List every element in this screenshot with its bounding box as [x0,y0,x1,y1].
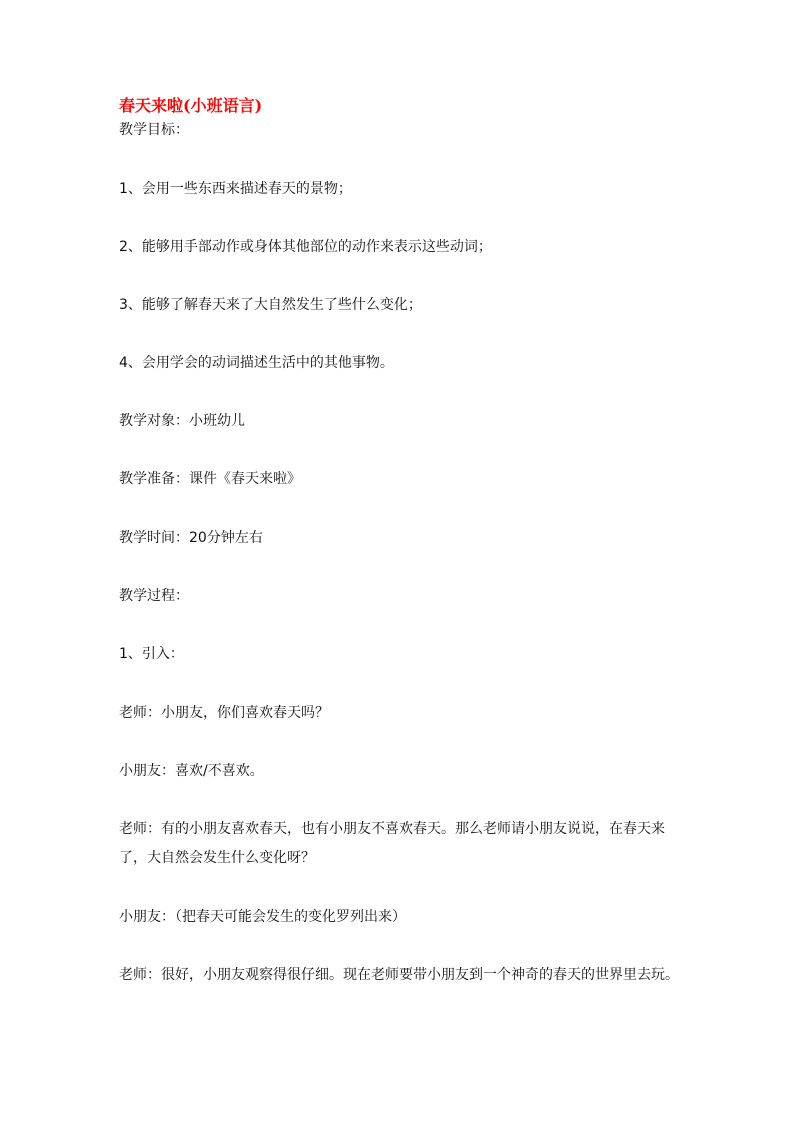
paragraph-audience: 教学对象：小班幼儿 [119,413,245,429]
document-title: 春天来啦(小班语言) [119,96,263,115]
paragraph-teacher-transition: 老师：很好，小朋友观察得很仔细。现在老师要带小朋友到一个神奇的春天的世界里去玩。 [119,967,679,983]
paragraph-step-intro: 1、引入： [119,646,184,662]
paragraph-process-heading: 教学过程： [119,588,189,604]
paragraph-objective-1: 1、会用一些东西来描述春天的景物； [119,181,352,197]
paragraph-children-answer: 小朋友：喜欢/不喜欢。 [119,763,264,779]
paragraph-objective-3: 3、能够了解春天来了大自然发生了些什么变化； [119,297,422,313]
paragraph-teacher-question: 老师：小朋友，你们喜欢春天吗？ [119,705,329,721]
paragraph-objectives-heading: 教学目标： [119,122,189,138]
paragraph-duration: 教学时间：20分钟左右 [119,530,263,546]
paragraph-objective-4: 4、会用学会的动词描述生活中的其他事物。 [119,355,394,371]
paragraph-children-response: 小朋友：（把春天可能会发生的变化罗列出来） [119,909,406,925]
paragraph-objective-2: 2、能够用手部动作或身体其他部位的动作来表示这些动词； [119,239,492,255]
paragraph-preparation: 教学准备：课件《春天来啦》 [119,471,301,487]
paragraph-teacher-followup: 老师：有的小朋友喜欢春天，也有小朋友不喜欢春天。那么老师请小朋友说说，在春天来了，大自然会发生什么变化呀？ [119,821,665,866]
